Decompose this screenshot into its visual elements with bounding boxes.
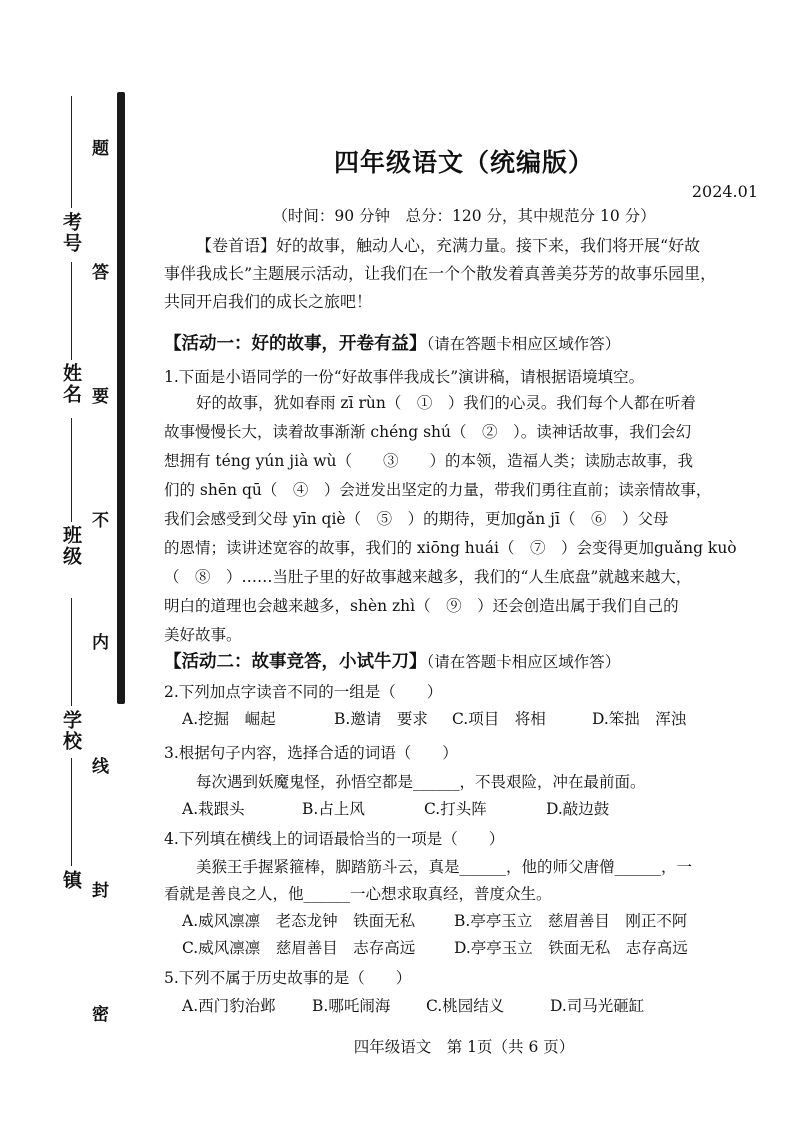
exam-no-label: 考号: [60, 212, 82, 254]
passage-line: 的恩情；读讲述宽容的故事，我们的 xiōng huái（ ⑦ ）会变得更加guǎng kuò: [164, 539, 737, 557]
question-4-options: [164, 909, 764, 931]
intro-paragraph: [164, 232, 764, 316]
activity2-note: （请在答题卡相应区域作答）: [426, 653, 621, 671]
option-a: A.挖掘 崛起: [182, 710, 276, 728]
option-a: A.栽跟头: [182, 800, 245, 818]
seal-char-da: 答: [92, 263, 109, 283]
question-5-stem: 5.下列不属于历史故事的是（ ）: [164, 969, 412, 987]
school-line: [71, 598, 72, 706]
option-a: A.威风凛凛 老态龙钟 铁面无私: [182, 912, 416, 930]
option-c: C.项目 将相: [452, 710, 546, 728]
binding-bar: [117, 92, 125, 704]
question-3-sentence: 每次遇到妖魔鬼怪，孙悟空都是______，不畏艰险，冲在最前面。: [196, 773, 646, 791]
option-c: C.威风凛凛 慈眉善目 志存高远: [182, 939, 416, 957]
name-label: 姓名: [60, 363, 82, 405]
passage-line: 想拥有 téng yún jià wù（ ③ ）的本领，造福人类；读励志故事，我: [164, 452, 693, 470]
question-4-stem: 4.下列填在横线上的词语最恰当的一项是（ ）: [164, 830, 505, 848]
passage-line: 们的 shēn qū（ ④ ）会迸发出坚定的力量，带我们勇往直前；读亲情故事，: [164, 481, 712, 499]
school-label: 学校: [60, 710, 82, 752]
question-3-stem: 3.根据句子内容，选择合适的词语（ ）: [164, 744, 458, 762]
option-b: B.邀请 要求: [334, 710, 428, 728]
question-3-options: [164, 797, 764, 819]
seal-char-nei: 内: [92, 633, 109, 653]
passage-line: （ ⑧ ）……当肚子里的好故事越来越多，我们的“人生底盘”就越来越大，: [164, 568, 692, 586]
passage-line: 我们会感受到父母 yīn qiè（ ⑤ ）的期待，更加gǎn jī（ ⑥ ）父母: [164, 510, 669, 528]
option-d: D.司马光砸缸: [550, 997, 645, 1015]
activity2-heading: [164, 648, 620, 673]
question-1-stem: 1.下面是小语同学的一份“好故事伴我成长”演讲稿，请根据语境填空。: [164, 368, 645, 386]
intro-line: 共同开启我们的成长之旅吧！: [164, 292, 373, 311]
activity1-note: （请在答题卡相应区域作答）: [426, 335, 621, 353]
activity1-heading: [164, 330, 620, 355]
intro-line: 【卷首语】好的故事，触动人心，充满力量。接下来，我们将开展“好故: [196, 236, 701, 255]
passage-line: 明白的道理也会越来越多，shèn zhì（ ⑨ ）还会创造出属于我们自己的: [164, 597, 679, 615]
option-c: C.桃园结义: [426, 997, 505, 1015]
question-4-options: [164, 936, 764, 958]
town-label: 镇: [60, 870, 82, 891]
town-line: [71, 758, 72, 866]
option-d: D.亭亭玉立 铁面无私 志存高远: [454, 939, 688, 957]
seal-char-mi: 密: [92, 1005, 109, 1025]
seal-char-feng: 封: [92, 881, 109, 901]
question-4-sentence: 美猴王手握紧箍棒，脚踏筋斗云，真是______，他的师父唐僧______，一: [196, 858, 693, 876]
seal-char-ti: 题: [92, 139, 109, 159]
seal-char-bu: 不: [92, 511, 109, 531]
exam-meta: （时间：90 分钟 总分：120 分，其中规范分 10 分）: [272, 207, 656, 225]
page-title: 四年级语文（统编版）: [333, 148, 594, 177]
class-line: [71, 418, 72, 522]
class-label: 班级: [60, 525, 82, 567]
seal-char-xian: 线: [92, 757, 109, 777]
exam-date: 2024.01: [691, 182, 758, 201]
question-2-stem: 2.下列加点字读音不同的一组是（ ）: [164, 683, 443, 701]
question-5-options: [164, 994, 764, 1016]
passage-line: 美好故事。: [164, 626, 242, 644]
option-b: B.哪吒闹海: [312, 997, 391, 1015]
option-a: A.西门豹治邺: [182, 997, 276, 1015]
page-footer: 四年级语文 第 1页（共 6 页）: [353, 1038, 575, 1056]
option-d: D.敲边鼓: [546, 800, 610, 818]
speech-passage: [164, 389, 764, 650]
exam-no-line: [71, 96, 72, 208]
question-4-sentence: 看就是善良之人，他______一心想求取真经，普度众生。: [164, 885, 552, 903]
passage-line: 故事慢慢长大，读着故事渐渐 chéng shú（ ② ）。读神话故事，我们会幻: [164, 423, 692, 441]
option-b: B.亭亭玉立 慈眉善目 刚正不阿: [454, 912, 688, 930]
option-c: C.打头阵: [424, 800, 487, 818]
option-b: B.占上风: [302, 800, 365, 818]
name-line: [71, 262, 72, 360]
activity2-title: 【活动二：故事竞答，小试牛刀】: [164, 652, 427, 672]
option-d: D.笨拙 浑浊: [592, 710, 687, 728]
intro-line: 事伴我成长”主题展示活动，让我们在一个个散发着真善美芬芳的故事乐园里，: [164, 264, 717, 283]
passage-line: 好的故事，犹如春雨 zī rùn（ ① ）我们的心灵。我们每个人都在听着: [196, 394, 696, 412]
activity1-title: 【活动一：好的故事，开卷有益】: [164, 334, 427, 354]
question-2-options: [164, 707, 764, 729]
seal-char-yao: 要: [92, 387, 109, 407]
